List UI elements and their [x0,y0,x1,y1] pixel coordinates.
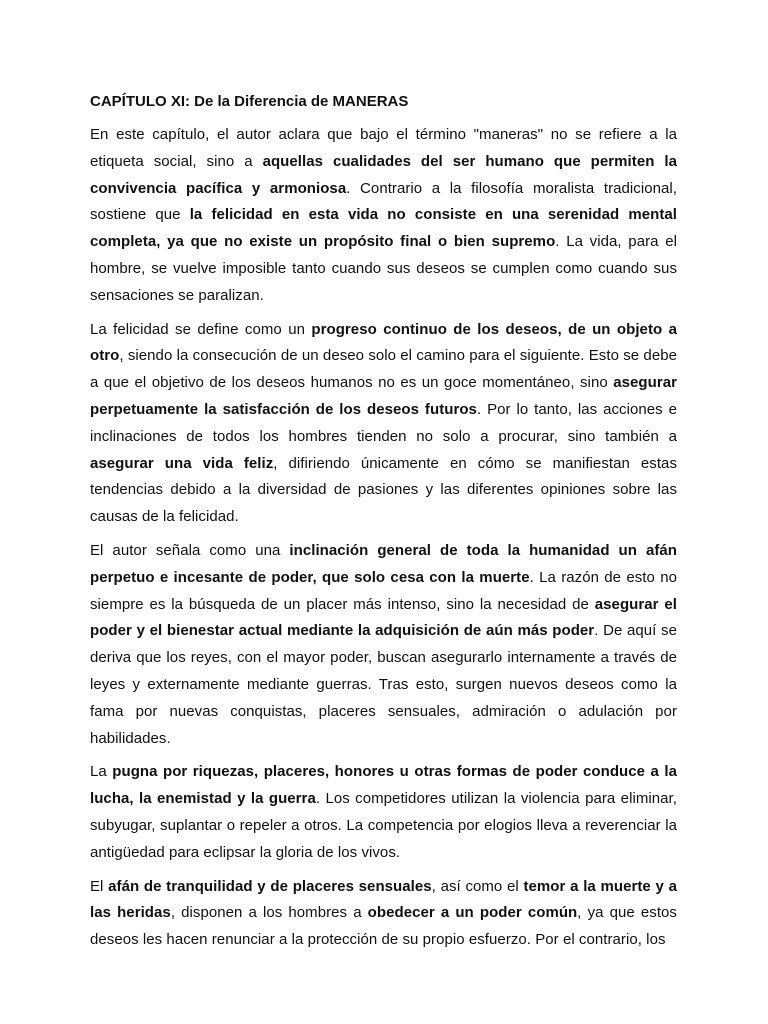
paragraph [90,874,677,954]
text-run: . De aquí se deriva que los reyes, con el mayor poder, buscan asegurarlo internamente a través de leyes y externamente mediante guerras. Tras esto, surgen nuevos deseos como la fama por nuevas conquistas, placeres sensuales, admiración o adulación por habilidades. [90,622,678,747]
document-page [90,92,677,961]
bold-text-run: asegurar perpetuamente la satisfacción de los deseos futuros [90,374,677,418]
bold-text-run: asegurar el poder y el bienestar actual mediante la adquisición de aún más poder [90,595,677,640]
text-run: . Por lo tanto, las acciones e inclinaciones de todos los hombres tienden no solo a procurar, sino también a [90,400,678,445]
bold-text-run: afán de tranquilidad y de placeres sensuales [108,877,432,895]
text-run: La felicidad se define como un [90,320,312,338]
bold-text-run: progreso continuo de los deseos, de un objeto a otro [90,320,677,365]
text-run: . Contrario a la filosofía moralista tradicional, sostiene que [90,179,677,224]
bold-text-run: temor a la muerte y a las heridas [90,877,677,922]
text-run: , siendo la consecución de un deseo solo el camino para el siguiente. Esto se debe a que el objetivo de los deseos humanos no es un goce momentáneo, sino [90,347,677,392]
document-body [90,122,677,954]
paragraph [90,317,677,531]
text-run: , difiriendo únicamente en cómo se manifiestan estas tendencias debido a la diversidad de pasiones y las diferentes opiniones sobre las causas de la felicidad. [90,454,677,526]
text-run: La [90,763,113,781]
text-run: . La vida, para el hombre, se vuelve imposible tanto cuando sus deseos se cumplen como cuando sus sensaciones se paralizan. [90,233,677,304]
text-run: . Los competidores utilizan la violencia para eliminar, subyugar, suplantar o repeler a otros. La competencia por elogios lleva a reverenciar la antigüedad para eclipsar la gloria de los vivos. [90,790,677,861]
text-run: , ya que estos deseos les hacen renunciar a la protección de su propio esfuerzo. Por el contrario, los [90,904,677,949]
paragraph [90,538,677,752]
chapter-title: CAPÍTULO XI: De la Diferencia de MANERAS [90,93,409,110]
text-run: En este capítulo, el autor aclara que bajo el término "maneras" no se refiere a la etiqueta social, sino a [90,126,677,170]
bold-text-run: pugna por riquezas, placeres, honores u otras formas de poder conduce a la lucha, la enemistad y la guerra [90,763,677,808]
bold-text-run: la felicidad en esta vida no consiste en una serenidad mental completa, ya que no existe un propósito final o bien supremo [90,206,677,251]
text-run: . La razón de esto no siempre es la búsqueda de un placer más intenso, sino la necesidad de [90,568,677,613]
bold-text-run: inclinación general de toda la humanidad un afán perpetuo e incesante de poder, que solo cesa con la muerte [90,541,677,586]
text-run: , disponen a los hombres a [170,904,368,922]
paragraph [90,122,677,310]
paragraph [90,759,677,866]
text-run: El [90,877,109,895]
text-run: El autor señala como una [90,541,290,559]
bold-text-run: aquellas cualidades del ser humano que permiten la convivencia pacífica y armoniosa [90,152,677,197]
bold-text-run: asegurar una vida feliz [90,454,274,472]
bold-text-run: obedecer a un poder común [367,904,578,922]
text-run: , así como el [431,877,524,895]
